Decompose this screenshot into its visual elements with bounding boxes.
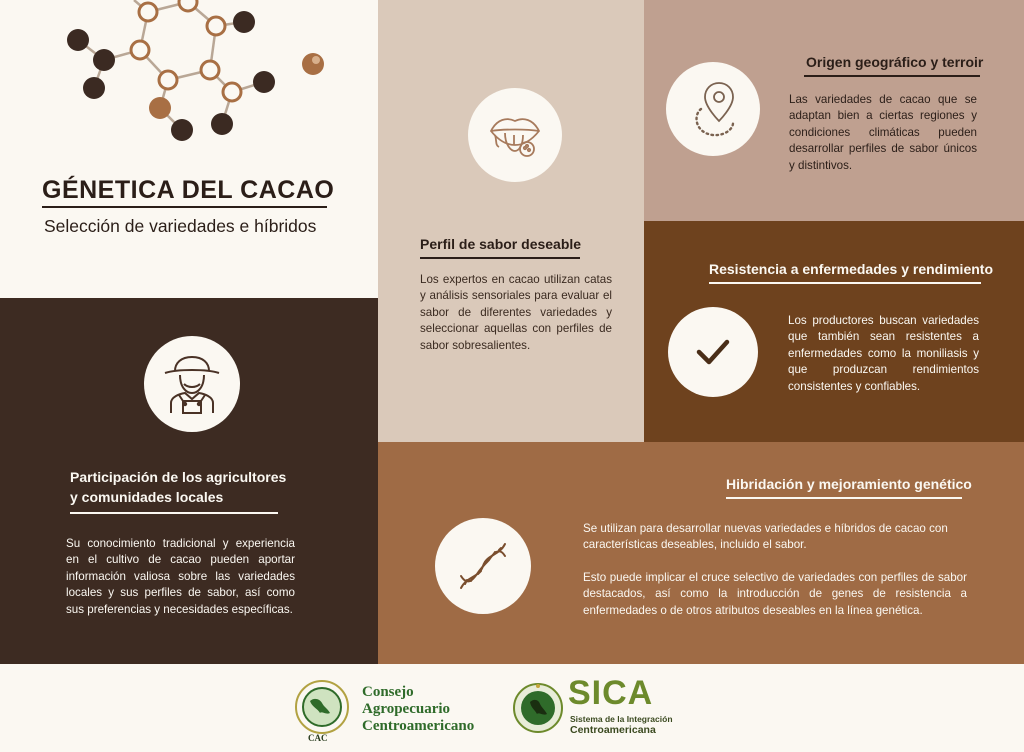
title-panel: [0, 0, 378, 298]
sica-tagline-line1: Sistema de la Integración: [570, 714, 673, 724]
cac-name-line1: Consejo: [362, 684, 414, 700]
flavor-heading-underline: [420, 257, 580, 259]
farmers-heading-line2: y comunidades locales: [70, 489, 224, 505]
origin-heading: Origen geográfico y terroir: [806, 54, 984, 70]
flavor-panel: [378, 0, 644, 442]
cac-name-line2: Agropecuario: [362, 701, 451, 717]
sica-name: SICA: [568, 674, 654, 712]
farmers-text: Su conocimiento tradicional y experiencia en el cultivo de cacao pueden aportar información valiosa sobre las variedades locales y sus perfiles de sabor, así como sus preferencias y necesidades específicas.: [66, 537, 295, 616]
hybrid-panel: [378, 442, 1024, 664]
hybrid-heading: Hibridación y mejoramiento genético: [726, 476, 972, 492]
location-pin-icon: [666, 62, 760, 156]
flavor-heading: Perfil de sabor deseable: [420, 236, 582, 252]
cac-logo: [292, 679, 502, 745]
farmers-heading-line1: Participación de los agricultores: [70, 469, 287, 485]
title-underline: [42, 206, 327, 208]
farmer-icon: [144, 336, 240, 432]
farmers-heading-underline: [70, 512, 278, 514]
hybrid-text-2: Esto puede implicar el cruce selectivo de variedades con perfiles de sabor destacados, así como la introducción de genes de resistencia a enfermedades o de otros atributos deseables en la línea genética.: [583, 571, 967, 617]
farmers-panel: [0, 298, 378, 664]
origin-text: Las variedades de cacao que se adaptan bien a ciertas regiones y condiciones climáticas pueden desarrollar perfiles de sabor únicos y distintivos.: [789, 93, 977, 172]
origin-heading-underline: [804, 75, 980, 77]
sica-logo: [512, 674, 712, 744]
checkmark-icon: [668, 307, 758, 397]
flavor-text: Los expertos en cacao utilizan catas y análisis sensoriales para evaluar el sabor de diferentes variedades y seleccionar aquellas con perfiles de sabor sobresalientes.: [420, 273, 612, 352]
hybrid-heading-underline: [726, 497, 962, 499]
resistance-text: Los productores buscan variedades que también sean resistentes a enfermedades como la moniliasis y que produzcan rendimientos consistentes y confiables.: [788, 314, 979, 393]
resistance-heading: Resistencia a enfermedades y rendimiento: [709, 261, 993, 277]
cac-name-line3: Centroamericano: [362, 718, 475, 734]
page-subtitle: Selección de variedades e híbridos: [44, 216, 317, 236]
cac-seal: [292, 679, 352, 739]
footer: [0, 664, 1024, 752]
sica-seal: [512, 680, 564, 736]
resistance-panel: [644, 221, 1024, 442]
resistance-heading-underline: [709, 282, 981, 284]
cac-seal-label: CAC: [308, 733, 328, 743]
dna-icon: [435, 518, 531, 614]
sica-tagline-line2: Centroamericana: [570, 724, 656, 736]
tasting-mouth-icon: [468, 88, 562, 182]
origin-panel: [644, 0, 1024, 221]
page-title: GÉNETICA DEL CACAO: [42, 176, 335, 204]
hybrid-text-1: Se utilizan para desarrollar nuevas variedades e híbridos de cacao con características deseables, incluido el sabor.: [583, 522, 948, 552]
molecule-illustration: [0, 0, 378, 170]
